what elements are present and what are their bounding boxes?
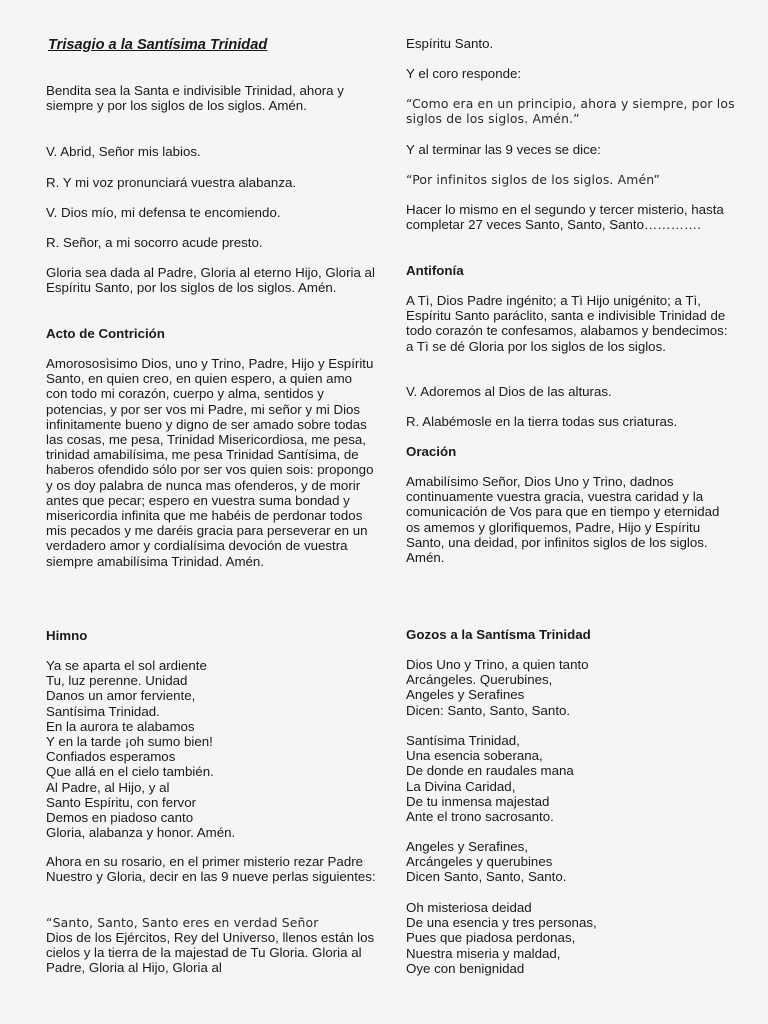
versicle-3: V. Adoremos al Dios de las alturas. [406,384,612,399]
response-1: R. Y mi voz pronunciará vuestra alabanza. [46,175,297,190]
acto-heading: Acto de Contrición [46,326,165,341]
gozos-line: La Divina Caridad, [406,778,516,794]
gozos-line: Nuestra miseria y maldad, [406,945,561,961]
acto-paragraph: Amorososìsimo Dios, uno y Trino, Padre, Hijo y Espíritu Santo, en quien creo, en quien espero, a quien amo con todo mi corazón, cuerpo y alma, sentidos y potencias, y por ser vos mi Padre, mi señor y mi Dios infinitamente bueno y digno de ser amado sobre todas las cosas, me pesa, Trinidad Misericordiosa, me pesa, trinidad amabilísima, me pesa Trinidad Santísima, de haberos ofendido sólo por ser vos quien sois: propongo y os doy palabra de nunca mas ofenderos, y de morir antes que pecar; espero en vuestra suma bondad y misericordia infinita que me habéis de perdonar todos mis pecados y me daréis gracia para perseverar en un verdadero amor y cordialísima devoción de vuestra siempre amabilísima Trinidad. Amén. [46,356,374,569]
response-3: R. Alabémosle en la tierra todas sus criaturas. [406,414,678,429]
oracion-heading: Oración [406,444,457,459]
himno-line: Danos un amor ferviente, [46,688,196,704]
coro-intro: Y el coro responde: [406,66,522,81]
himno-line: Confiados esperamos [46,749,176,765]
gozos-line: Angeles y Serafines [406,687,525,703]
himno-line: Demos en piadoso canto [46,810,194,826]
gozos-line: Oye con benignidad [406,960,525,976]
himno-line: Santísima Trinidad. [46,703,160,719]
gozos-line: Dicen: Santo, Santo, Santo. [406,702,571,718]
coro-quote: “Como era en un principio, ahora y siempre, por los siglos de los siglos. Amén.” [406,96,735,127]
himno-line: Tu, luz perenne. Unidad [46,673,188,689]
continuation-text: Espíritu Santo. [406,36,494,51]
himno-line: Gloria, alabanza y honor. Amén. [46,825,236,841]
gozos-line: Pues que piadosa perdonas, [406,930,576,946]
versicle-1: V. Abrid, Señor mis labios. [46,144,201,159]
gozos-line: De una esencia y tres personas, [406,915,597,931]
himno-line: En la aurora te alabamos [46,718,195,734]
himno-line: Al Padre, al Hijo, y al [46,779,170,795]
response-2: R. Señor, a mi socorro acude presto. [46,235,263,250]
gozos-line: De donde en raudales mana [406,763,574,779]
hacer-paragraph: Hacer lo mismo en el segundo y tercer misterio, hasta completar 27 veces Santo, Santo, Santo…………. [406,202,724,233]
himno-line: Santo Espíritu, con fervor [46,794,197,810]
himno-line: Y en la tarde ¡oh sumo bien! [46,734,213,750]
himno-verses [46,658,376,840]
gozos-line: Dios Uno y Trino, a quien tanto [406,657,589,672]
gozos-line: Dicen Santo, Santo, Santo. [406,869,567,885]
al-terminar-text: Y al terminar las 9 veces se dice: [406,142,601,157]
intro-paragraph: Bendita sea la Santa e indivisible Trinidad, ahora y siempre y por los siglos de los siglos. Amén. [46,83,344,114]
gozos-stanza-3 [406,839,736,885]
gozos-line: Angeles y Serafines, [406,839,528,854]
himno-heading: Himno [46,628,88,643]
versicle-2: V. Dios mío, mi defensa te encomiendo. [46,205,281,220]
document-title: Trisagio a la Santísima Trinidad [48,37,268,53]
himno-line: Que allá en el cielo también. [46,764,214,780]
gozos-heading: Gozos a la Santísma Trinidad [406,627,591,642]
gloria-paragraph: Gloria sea dada al Padre, Gloria al eterno Hijo, Gloria al Espíritu Santo, por los siglos de los siglos. Amén. [46,265,375,296]
santo-quote: “Santo, Santo, Santo eres en verdad Señor [46,915,319,930]
gozos-line: Arcángeles y querubines [406,854,553,870]
rosario-paragraph: Ahora en su rosario, en el primer misterio rezar Padre Nuestro y Gloria, decir en las 9 nueve perlas siguientes: [46,854,376,885]
gozos-line: De tu inmensa majestad [406,793,550,809]
antifonia-heading: Antifonía [406,263,464,278]
gozos-line: Ante el trono sacrosanto. [406,809,554,825]
infinitos-quote: “Por infinitos siglos de los siglos. Amén” [406,172,661,187]
gozos-line: Arcángeles. Querubines, [406,672,553,688]
gozos-stanza-1 [406,657,736,718]
gozos-stanza-4 [406,900,736,976]
himno-line: Ya se aparta el sol ardiente [46,658,207,673]
gozos-line: Una esencia soberana, [406,748,543,764]
gozos-stanza-2 [406,733,736,824]
gozos-line: Santísima Trinidad, [406,733,520,748]
santo-paragraph: Dios de los Ejércitos, Rey del Universo, llenos están los cielos y la tierra de la majestad de Tu Gloria. Gloria al Padre, Gloria al Hijo, Gloria al [46,930,375,976]
gozos-line: Oh misteriosa deidad [406,900,532,915]
antifonia-paragraph: A Tì, Dios Padre ingénito; a Tì Hijo unigénito; a Tì, Espíritu Santo paráclito, santa e indivisible Trinidad de todo corazón te confesamos, alabamos y bendecimos: a Tì se dé Gloria por los siglos de los siglos. [406,293,728,354]
oracion-paragraph: Amabilísimo Señor, Dios Uno y Trino, dadnos continuamente vuestra gracia, vuestra caridad y la comunicación de Vos para que en tiempo y eternidad os amemos y glorifiquemos, Padre, Hijo y Espíritu Santo, una deidad, por infinitos siglos de los siglos. Amén. [406,474,720,566]
